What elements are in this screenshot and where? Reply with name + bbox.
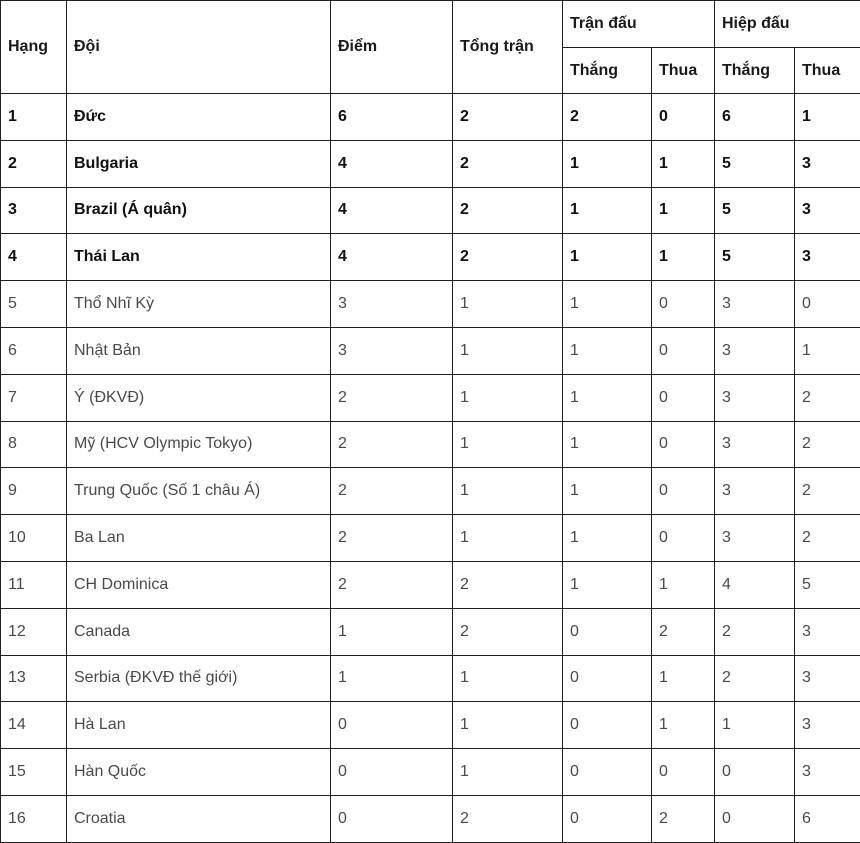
team-cell: Trung Quốc (Số 1 châu Á) <box>67 468 331 515</box>
matches-loss-cell: 1 <box>652 140 715 187</box>
played-cell: 2 <box>453 795 563 842</box>
matches-win-cell: 1 <box>563 561 652 608</box>
sets-win-cell: 0 <box>715 749 795 796</box>
points-cell: 4 <box>331 140 453 187</box>
table-row <box>1 327 860 374</box>
sets-win-cell: 1 <box>715 702 795 749</box>
matches-win-cell: 1 <box>563 421 652 468</box>
rank-cell: 12 <box>1 608 67 655</box>
sets-loss-cell: 3 <box>795 140 860 187</box>
sets-win-cell: 3 <box>715 515 795 562</box>
matches-loss-cell: 0 <box>652 94 715 141</box>
matches-win-cell: 1 <box>563 234 652 281</box>
points-cell: 6 <box>331 94 453 141</box>
sets-loss-cell: 0 <box>795 281 860 328</box>
matches-loss-cell: 0 <box>652 281 715 328</box>
matches-loss-cell: 0 <box>652 374 715 421</box>
matches-win-cell: 0 <box>563 795 652 842</box>
table-row <box>1 234 860 281</box>
matches-win-cell: 1 <box>563 374 652 421</box>
matches-loss-cell: 0 <box>652 327 715 374</box>
rank-cell: 6 <box>1 327 67 374</box>
sets-win-cell: 3 <box>715 421 795 468</box>
matches-loss-cell: 1 <box>652 702 715 749</box>
sets-win-cell: 3 <box>715 468 795 515</box>
sets-win-cell: 2 <box>715 655 795 702</box>
points-cell: 2 <box>331 561 453 608</box>
played-cell: 1 <box>453 374 563 421</box>
points-cell: 3 <box>331 327 453 374</box>
rank-cell: 5 <box>1 281 67 328</box>
sets-win-cell: 4 <box>715 561 795 608</box>
team-cell: Brazil (Á quân) <box>67 187 331 234</box>
rank-cell: 16 <box>1 795 67 842</box>
matches-win-cell: 1 <box>563 187 652 234</box>
matches-loss-cell: 0 <box>652 749 715 796</box>
played-cell: 1 <box>453 468 563 515</box>
matches-win-cell: 0 <box>563 702 652 749</box>
sets-win-cell: 5 <box>715 140 795 187</box>
table-row <box>1 421 860 468</box>
matches-loss-cell: 0 <box>652 468 715 515</box>
table-row <box>1 281 860 328</box>
matches-win-cell: 1 <box>563 327 652 374</box>
matches-loss-header: Thua <box>652 48 715 94</box>
rank-cell: 1 <box>1 94 67 141</box>
sets-loss-cell: 3 <box>795 702 860 749</box>
sets-win-cell: 5 <box>715 187 795 234</box>
rank-cell: 10 <box>1 515 67 562</box>
team-cell: Croatia <box>67 795 331 842</box>
played-cell: 1 <box>453 281 563 328</box>
played-cell: 1 <box>453 655 563 702</box>
sets-win-cell: 3 <box>715 374 795 421</box>
sets-loss-cell: 3 <box>795 655 860 702</box>
table-row <box>1 140 860 187</box>
header-row <box>1 1 860 48</box>
sets-header: Hiệp đấu <box>715 1 860 48</box>
rank-cell: 3 <box>1 187 67 234</box>
played-cell: 2 <box>453 561 563 608</box>
points-cell: 1 <box>331 608 453 655</box>
matches-win-cell: 1 <box>563 515 652 562</box>
team-cell: Thái Lan <box>67 234 331 281</box>
played-cell: 1 <box>453 327 563 374</box>
matches-win-header: Thắng <box>563 48 652 94</box>
table-row <box>1 749 860 796</box>
points-cell: 2 <box>331 421 453 468</box>
sets-win-cell: 5 <box>715 234 795 281</box>
rank-cell: 4 <box>1 234 67 281</box>
team-cell: Ý (ĐKVĐ) <box>67 374 331 421</box>
matches-win-cell: 0 <box>563 655 652 702</box>
points-cell: 2 <box>331 515 453 562</box>
table-row <box>1 94 860 141</box>
sets-loss-cell: 2 <box>795 515 860 562</box>
played-cell: 1 <box>453 749 563 796</box>
sets-loss-cell: 2 <box>795 468 860 515</box>
table-row <box>1 561 860 608</box>
matches-loss-cell: 1 <box>652 655 715 702</box>
played-cell: 2 <box>453 234 563 281</box>
rank-header: Hạng <box>1 1 67 94</box>
sets-loss-cell: 5 <box>795 561 860 608</box>
table-row <box>1 702 860 749</box>
sets-win-cell: 3 <box>715 327 795 374</box>
matches-win-cell: 0 <box>563 608 652 655</box>
rank-cell: 7 <box>1 374 67 421</box>
points-header: Điểm <box>331 1 453 94</box>
matches-win-cell: 1 <box>563 468 652 515</box>
team-cell: Serbia (ĐKVĐ thế giới) <box>67 655 331 702</box>
played-cell: 1 <box>453 702 563 749</box>
sets-win-cell: 6 <box>715 94 795 141</box>
matches-loss-cell: 2 <box>652 608 715 655</box>
table-row <box>1 608 860 655</box>
points-cell: 3 <box>331 281 453 328</box>
standings-body <box>1 94 860 843</box>
sets-win-header: Thắng <box>715 48 795 94</box>
points-cell: 0 <box>331 702 453 749</box>
played-header: Tổng trận <box>453 1 563 94</box>
matches-loss-cell: 0 <box>652 515 715 562</box>
team-cell: Mỹ (HCV Olympic Tokyo) <box>67 421 331 468</box>
points-cell: 0 <box>331 749 453 796</box>
team-cell: Nhật Bản <box>67 327 331 374</box>
rank-cell: 2 <box>1 140 67 187</box>
rank-cell: 8 <box>1 421 67 468</box>
matches-win-cell: 1 <box>563 281 652 328</box>
sets-loss-cell: 6 <box>795 795 860 842</box>
points-cell: 0 <box>331 795 453 842</box>
team-cell: Hà Lan <box>67 702 331 749</box>
sets-loss-cell: 1 <box>795 94 860 141</box>
team-cell: Bulgaria <box>67 140 331 187</box>
team-cell: Canada <box>67 608 331 655</box>
rank-cell: 13 <box>1 655 67 702</box>
team-cell: Thổ Nhĩ Kỳ <box>67 281 331 328</box>
table-row <box>1 795 860 842</box>
table-row <box>1 374 860 421</box>
team-header: Đội <box>67 1 331 94</box>
sets-win-cell: 3 <box>715 281 795 328</box>
played-cell: 1 <box>453 515 563 562</box>
rank-cell: 14 <box>1 702 67 749</box>
points-cell: 1 <box>331 655 453 702</box>
sets-loss-cell: 2 <box>795 421 860 468</box>
rank-cell: 9 <box>1 468 67 515</box>
played-cell: 1 <box>453 421 563 468</box>
points-cell: 2 <box>331 374 453 421</box>
table-row <box>1 468 860 515</box>
team-cell: CH Dominica <box>67 561 331 608</box>
points-cell: 4 <box>331 187 453 234</box>
matches-loss-cell: 1 <box>652 561 715 608</box>
matches-loss-cell: 2 <box>652 795 715 842</box>
sets-loss-cell: 3 <box>795 187 860 234</box>
points-cell: 4 <box>331 234 453 281</box>
sets-win-cell: 0 <box>715 795 795 842</box>
sets-loss-cell: 2 <box>795 374 860 421</box>
table-row <box>1 187 860 234</box>
table-row <box>1 515 860 562</box>
matches-win-cell: 2 <box>563 94 652 141</box>
played-cell: 2 <box>453 140 563 187</box>
team-cell: Hàn Quốc <box>67 749 331 796</box>
sets-loss-cell: 3 <box>795 749 860 796</box>
matches-win-cell: 1 <box>563 140 652 187</box>
played-cell: 2 <box>453 94 563 141</box>
sets-loss-cell: 1 <box>795 327 860 374</box>
points-cell: 2 <box>331 468 453 515</box>
rank-cell: 15 <box>1 749 67 796</box>
sets-loss-header: Thua <box>795 48 860 94</box>
matches-win-cell: 0 <box>563 749 652 796</box>
sets-loss-cell: 3 <box>795 608 860 655</box>
sets-loss-cell: 3 <box>795 234 860 281</box>
matches-loss-cell: 0 <box>652 421 715 468</box>
rank-cell: 11 <box>1 561 67 608</box>
matches-loss-cell: 1 <box>652 234 715 281</box>
team-cell: Đức <box>67 94 331 141</box>
table-row <box>1 655 860 702</box>
matches-loss-cell: 1 <box>652 187 715 234</box>
team-cell: Ba Lan <box>67 515 331 562</box>
matches-header: Trận đấu <box>563 1 715 48</box>
played-cell: 2 <box>453 608 563 655</box>
played-cell: 2 <box>453 187 563 234</box>
sets-win-cell: 2 <box>715 608 795 655</box>
